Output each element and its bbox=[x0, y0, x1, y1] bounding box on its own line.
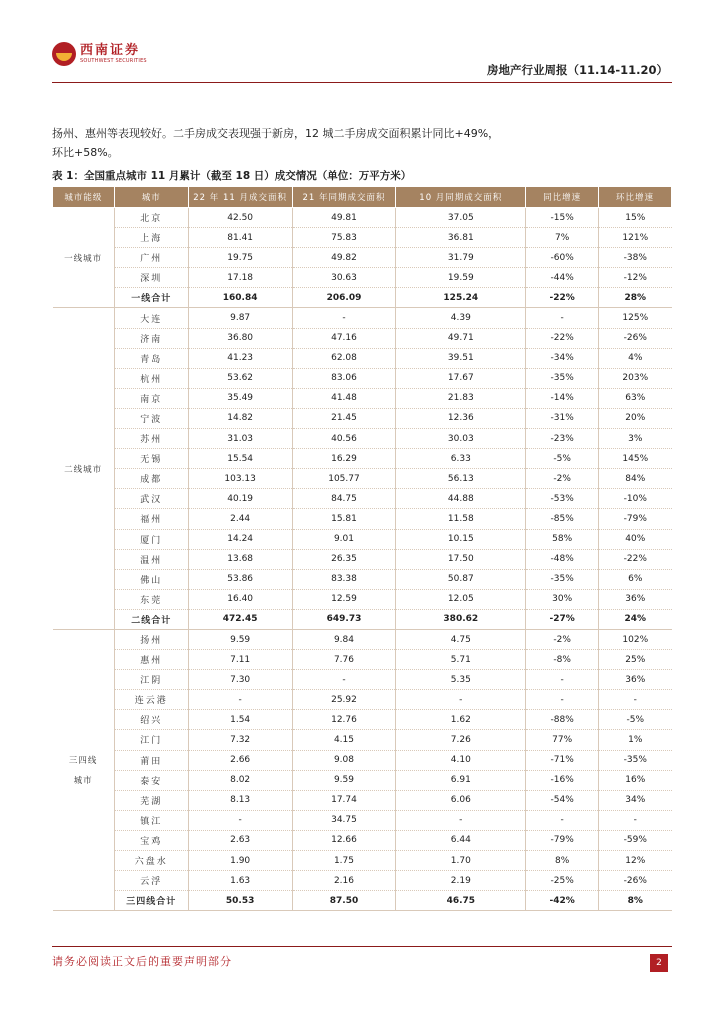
cell-area-oct: 380.62 bbox=[396, 609, 526, 629]
cell-mom: -10% bbox=[599, 489, 672, 509]
cell-city: 云浮 bbox=[114, 871, 188, 891]
table-row bbox=[53, 830, 672, 850]
table-row bbox=[53, 328, 672, 348]
cell-mom: 84% bbox=[599, 469, 672, 489]
cell-area-2022: 14.24 bbox=[188, 529, 292, 549]
footer-notice: 请务必阅读正文后的重要声明部分 bbox=[52, 955, 232, 968]
cell-area-2021: 105.77 bbox=[292, 469, 396, 489]
cell-area-2021: 9.84 bbox=[292, 629, 396, 649]
cell-mom: 8% bbox=[599, 891, 672, 911]
table-row bbox=[53, 670, 672, 690]
cell-yoy: 8% bbox=[526, 851, 599, 871]
cell-mom: -22% bbox=[599, 549, 672, 569]
brand-name-en: SOUTHWEST SECURITIES bbox=[80, 58, 147, 64]
cell-area-2021: 75.83 bbox=[292, 228, 396, 248]
cell-city: 宁波 bbox=[114, 408, 188, 428]
footer-divider bbox=[52, 946, 672, 947]
cell-area-oct: 7.26 bbox=[396, 730, 526, 750]
cell-area-2022: 36.80 bbox=[188, 328, 292, 348]
cell-city: 东莞 bbox=[114, 589, 188, 609]
cell-area-2021: 9.08 bbox=[292, 750, 396, 770]
cell-yoy: -15% bbox=[526, 208, 599, 228]
cell-mom: -26% bbox=[599, 328, 672, 348]
cell-area-2021: - bbox=[292, 308, 396, 328]
cell-city: 连云港 bbox=[114, 690, 188, 710]
table-row bbox=[53, 489, 672, 509]
cell-area-2022: 2.44 bbox=[188, 509, 292, 529]
cell-yoy: -53% bbox=[526, 489, 599, 509]
table-row bbox=[53, 730, 672, 750]
intro-paragraph bbox=[52, 124, 672, 162]
cell-area-2021: 40.56 bbox=[292, 429, 396, 449]
cell-yoy: - bbox=[526, 690, 599, 710]
cell-yoy: -22% bbox=[526, 288, 599, 308]
cell-area-oct: 39.51 bbox=[396, 348, 526, 368]
cell-mom: 16% bbox=[599, 770, 672, 790]
cell-area-2022: 31.03 bbox=[188, 429, 292, 449]
table-header-row bbox=[53, 187, 672, 208]
intro-line-1: 扬州、惠州等表现较好。二手房成交表现强于新房，12 城二手房成交面积累计同比+49%， bbox=[52, 127, 500, 140]
cell-mom: -35% bbox=[599, 750, 672, 770]
cell-city: 莆田 bbox=[114, 750, 188, 770]
cell-yoy: -48% bbox=[526, 549, 599, 569]
cell-city: 青岛 bbox=[114, 348, 188, 368]
table-row bbox=[53, 348, 672, 368]
cell-yoy: -42% bbox=[526, 891, 599, 911]
cell-city: 江门 bbox=[114, 730, 188, 750]
cell-area-oct: 17.50 bbox=[396, 549, 526, 569]
cell-city: 绍兴 bbox=[114, 710, 188, 730]
cell-area-2021: 206.09 bbox=[292, 288, 396, 308]
table-row bbox=[53, 469, 672, 489]
cell-area-2021: 649.73 bbox=[292, 609, 396, 629]
cell-city: 扬州 bbox=[114, 629, 188, 649]
table-row bbox=[53, 509, 672, 529]
cell-city: 芜湖 bbox=[114, 790, 188, 810]
cell-area-2022: 41.23 bbox=[188, 348, 292, 368]
cell-area-oct: 6.33 bbox=[396, 449, 526, 469]
cell-city: 武汉 bbox=[114, 489, 188, 509]
transaction-table bbox=[52, 186, 672, 911]
cell-area-oct: 5.35 bbox=[396, 670, 526, 690]
cell-area-2022: 2.63 bbox=[188, 830, 292, 850]
cell-area-2021: 12.76 bbox=[292, 710, 396, 730]
cell-mom: - bbox=[599, 810, 672, 830]
cell-area-oct: 36.81 bbox=[396, 228, 526, 248]
cell-city: 广州 bbox=[114, 248, 188, 268]
cell-area-2022: 42.50 bbox=[188, 208, 292, 228]
cell-mom: 34% bbox=[599, 790, 672, 810]
table-row bbox=[53, 871, 672, 891]
table-row bbox=[53, 429, 672, 449]
cell-area-oct: 4.75 bbox=[396, 629, 526, 649]
cell-mom: 145% bbox=[599, 449, 672, 469]
cell-mom: 203% bbox=[599, 368, 672, 388]
brand-name-cn: 西南证券 bbox=[80, 43, 141, 58]
table-row bbox=[53, 268, 672, 288]
cell-city: 深圳 bbox=[114, 268, 188, 288]
cell-yoy: -88% bbox=[526, 710, 599, 730]
cell-area-2021: 17.74 bbox=[292, 790, 396, 810]
cell-area-2022: 15.54 bbox=[188, 449, 292, 469]
cell-area-2021: 9.01 bbox=[292, 529, 396, 549]
cell-area-2022: - bbox=[188, 810, 292, 830]
header-mom: 环比增速 bbox=[599, 187, 672, 208]
cell-mom: 36% bbox=[599, 670, 672, 690]
brand-emblem-icon bbox=[52, 42, 76, 66]
cell-city: 大连 bbox=[114, 308, 188, 328]
cell-city: 福州 bbox=[114, 509, 188, 529]
cell-area-2021: 83.38 bbox=[292, 569, 396, 589]
cell-mom: 3% bbox=[599, 429, 672, 449]
cell-tier: 一线城市 bbox=[53, 208, 115, 308]
cell-mom: 36% bbox=[599, 589, 672, 609]
cell-area-oct: 2.19 bbox=[396, 871, 526, 891]
cell-area-2022: 7.30 bbox=[188, 670, 292, 690]
cell-city: 二线合计 bbox=[114, 609, 188, 629]
cell-area-2021: 1.75 bbox=[292, 851, 396, 871]
cell-area-2022: 40.19 bbox=[188, 489, 292, 509]
cell-area-2022: 472.45 bbox=[188, 609, 292, 629]
cell-area-2021: 87.50 bbox=[292, 891, 396, 911]
cell-mom: 15% bbox=[599, 208, 672, 228]
page-header bbox=[52, 40, 672, 83]
cell-area-oct: 50.87 bbox=[396, 569, 526, 589]
cell-area-2021: 49.82 bbox=[292, 248, 396, 268]
header-yoy: 同比增速 bbox=[526, 187, 599, 208]
cell-area-oct: 5.71 bbox=[396, 650, 526, 670]
cell-mom: -12% bbox=[599, 268, 672, 288]
cell-area-2021: 26.35 bbox=[292, 549, 396, 569]
cell-area-2021: 34.75 bbox=[292, 810, 396, 830]
table-row bbox=[53, 368, 672, 388]
table-row bbox=[53, 710, 672, 730]
cell-area-2022: 19.75 bbox=[188, 248, 292, 268]
cell-yoy: -79% bbox=[526, 830, 599, 850]
cell-yoy: -31% bbox=[526, 408, 599, 428]
cell-yoy: 58% bbox=[526, 529, 599, 549]
cell-area-2022: - bbox=[188, 690, 292, 710]
cell-city: 江阴 bbox=[114, 670, 188, 690]
cell-area-2021: 25.92 bbox=[292, 690, 396, 710]
table-row bbox=[53, 529, 672, 549]
cell-area-oct: 56.13 bbox=[396, 469, 526, 489]
cell-area-oct: 12.05 bbox=[396, 589, 526, 609]
cell-area-2022: 8.13 bbox=[188, 790, 292, 810]
cell-yoy: 7% bbox=[526, 228, 599, 248]
cell-area-2022: 160.84 bbox=[188, 288, 292, 308]
cell-city: 一线合计 bbox=[114, 288, 188, 308]
cell-area-2022: 50.53 bbox=[188, 891, 292, 911]
cell-mom: 24% bbox=[599, 609, 672, 629]
cell-area-2022: 7.32 bbox=[188, 730, 292, 750]
cell-yoy: -5% bbox=[526, 449, 599, 469]
page-number: 2 bbox=[650, 954, 668, 972]
table-row bbox=[53, 248, 672, 268]
cell-area-oct: - bbox=[396, 810, 526, 830]
cell-mom: -59% bbox=[599, 830, 672, 850]
cell-area-2021: 12.66 bbox=[292, 830, 396, 850]
cell-area-oct: 37.05 bbox=[396, 208, 526, 228]
cell-mom: 25% bbox=[599, 650, 672, 670]
table-row bbox=[53, 589, 672, 609]
header-area-2022: 22 年 11 月成交面积 bbox=[188, 187, 292, 208]
cell-yoy: 30% bbox=[526, 589, 599, 609]
cell-area-oct: 10.15 bbox=[396, 529, 526, 549]
table-row bbox=[53, 228, 672, 248]
cell-mom: -79% bbox=[599, 509, 672, 529]
cell-mom: 28% bbox=[599, 288, 672, 308]
cell-area-2022: 1.63 bbox=[188, 871, 292, 891]
table-row bbox=[53, 388, 672, 408]
cell-area-2021: 83.06 bbox=[292, 368, 396, 388]
cell-yoy: -34% bbox=[526, 348, 599, 368]
cell-mom: 4% bbox=[599, 348, 672, 368]
cell-area-oct: - bbox=[396, 690, 526, 710]
cell-area-oct: 11.58 bbox=[396, 509, 526, 529]
cell-city: 宝鸡 bbox=[114, 830, 188, 850]
table-row bbox=[53, 810, 672, 830]
cell-yoy: -8% bbox=[526, 650, 599, 670]
table-body bbox=[53, 208, 672, 911]
cell-area-2022: 35.49 bbox=[188, 388, 292, 408]
cell-city: 杭州 bbox=[114, 368, 188, 388]
cell-area-2021: 49.81 bbox=[292, 208, 396, 228]
cell-area-2022: 1.90 bbox=[188, 851, 292, 871]
table-total-row bbox=[53, 891, 672, 911]
cell-area-2022: 53.86 bbox=[188, 569, 292, 589]
cell-area-oct: 12.36 bbox=[396, 408, 526, 428]
tier-label-line-2: 城市 bbox=[73, 776, 93, 787]
report-title: 房地产行业周报（11.14-11.20） bbox=[486, 63, 668, 77]
cell-city: 上海 bbox=[114, 228, 188, 248]
cell-yoy: -60% bbox=[526, 248, 599, 268]
cell-city: 三四线合计 bbox=[114, 891, 188, 911]
cell-area-2021: 9.59 bbox=[292, 770, 396, 790]
table-caption: 表 1：全国重点城市 11 月累计（截至 18 日）成交情况（单位：万平方米） bbox=[52, 170, 412, 182]
header-area-oct: 10 月同期成交面积 bbox=[396, 187, 526, 208]
cell-city: 济南 bbox=[114, 328, 188, 348]
table-row bbox=[53, 790, 672, 810]
cell-city: 泰安 bbox=[114, 770, 188, 790]
cell-yoy: -14% bbox=[526, 388, 599, 408]
cell-yoy: - bbox=[526, 810, 599, 830]
header-tier: 城市能级 bbox=[53, 187, 115, 208]
cell-area-2021: 16.29 bbox=[292, 449, 396, 469]
brand-logo bbox=[52, 42, 147, 66]
cell-area-oct: 30.03 bbox=[396, 429, 526, 449]
cell-area-2021: 4.15 bbox=[292, 730, 396, 750]
table-row bbox=[53, 308, 672, 328]
table-row bbox=[53, 750, 672, 770]
cell-yoy: -23% bbox=[526, 429, 599, 449]
cell-area-2021: - bbox=[292, 670, 396, 690]
cell-city: 六盘水 bbox=[114, 851, 188, 871]
cell-mom: 12% bbox=[599, 851, 672, 871]
cell-mom: 121% bbox=[599, 228, 672, 248]
cell-tier: 二线城市 bbox=[53, 308, 115, 630]
cell-city: 镇江 bbox=[114, 810, 188, 830]
cell-area-oct: 1.62 bbox=[396, 710, 526, 730]
table-row bbox=[53, 851, 672, 871]
cell-mom: 63% bbox=[599, 388, 672, 408]
cell-area-oct: 1.70 bbox=[396, 851, 526, 871]
brand-wordmark bbox=[80, 43, 147, 65]
cell-area-2022: 17.18 bbox=[188, 268, 292, 288]
cell-area-2021: 62.08 bbox=[292, 348, 396, 368]
cell-mom: -38% bbox=[599, 248, 672, 268]
cell-area-oct: 6.91 bbox=[396, 770, 526, 790]
cell-city: 无锡 bbox=[114, 449, 188, 469]
cell-yoy: -2% bbox=[526, 629, 599, 649]
cell-area-oct: 4.10 bbox=[396, 750, 526, 770]
cell-area-2022: 16.40 bbox=[188, 589, 292, 609]
cell-area-2021: 84.75 bbox=[292, 489, 396, 509]
cell-yoy: -16% bbox=[526, 770, 599, 790]
table-row bbox=[53, 629, 672, 649]
cell-area-2021: 12.59 bbox=[292, 589, 396, 609]
cell-area-2021: 41.48 bbox=[292, 388, 396, 408]
cell-yoy: - bbox=[526, 670, 599, 690]
cell-mom: 125% bbox=[599, 308, 672, 328]
cell-area-oct: 6.44 bbox=[396, 830, 526, 850]
cell-yoy: -27% bbox=[526, 609, 599, 629]
table-row bbox=[53, 770, 672, 790]
cell-mom: 40% bbox=[599, 529, 672, 549]
cell-yoy: -54% bbox=[526, 790, 599, 810]
cell-yoy: - bbox=[526, 308, 599, 328]
cell-area-2022: 8.02 bbox=[188, 770, 292, 790]
cell-area-2022: 53.62 bbox=[188, 368, 292, 388]
cell-mom: -26% bbox=[599, 871, 672, 891]
cell-yoy: -25% bbox=[526, 871, 599, 891]
cell-area-2021: 7.76 bbox=[292, 650, 396, 670]
cell-yoy: 77% bbox=[526, 730, 599, 750]
cell-mom: - bbox=[599, 690, 672, 710]
cell-mom: 1% bbox=[599, 730, 672, 750]
cell-city: 成都 bbox=[114, 469, 188, 489]
cell-yoy: -44% bbox=[526, 268, 599, 288]
cell-area-oct: 125.24 bbox=[396, 288, 526, 308]
table-row bbox=[53, 208, 672, 228]
cell-mom: 6% bbox=[599, 569, 672, 589]
cell-area-oct: 4.39 bbox=[396, 308, 526, 328]
cell-area-oct: 21.83 bbox=[396, 388, 526, 408]
cell-mom: -5% bbox=[599, 710, 672, 730]
table-row bbox=[53, 549, 672, 569]
cell-area-2021: 2.16 bbox=[292, 871, 396, 891]
table-row bbox=[53, 569, 672, 589]
cell-area-2022: 103.13 bbox=[188, 469, 292, 489]
cell-city: 苏州 bbox=[114, 429, 188, 449]
cell-yoy: -71% bbox=[526, 750, 599, 770]
table-total-row bbox=[53, 609, 672, 629]
table-row bbox=[53, 408, 672, 428]
cell-area-2022: 9.59 bbox=[188, 629, 292, 649]
cell-yoy: -35% bbox=[526, 569, 599, 589]
cell-city: 厦门 bbox=[114, 529, 188, 549]
cell-area-oct: 19.59 bbox=[396, 268, 526, 288]
header-area-2021: 21 年同期成交面积 bbox=[292, 187, 396, 208]
cell-area-2022: 9.87 bbox=[188, 308, 292, 328]
intro-line-2: 环比+58%。 bbox=[52, 146, 119, 159]
cell-area-2022: 1.54 bbox=[188, 710, 292, 730]
cell-tier bbox=[53, 629, 115, 910]
cell-area-2021: 21.45 bbox=[292, 408, 396, 428]
cell-yoy: -2% bbox=[526, 469, 599, 489]
cell-city: 北京 bbox=[114, 208, 188, 228]
cell-area-2022: 81.41 bbox=[188, 228, 292, 248]
cell-yoy: -35% bbox=[526, 368, 599, 388]
table-row bbox=[53, 449, 672, 469]
cell-area-2022: 7.11 bbox=[188, 650, 292, 670]
table-row bbox=[53, 690, 672, 710]
cell-area-2022: 2.66 bbox=[188, 750, 292, 770]
cell-mom: 20% bbox=[599, 408, 672, 428]
cell-yoy: -85% bbox=[526, 509, 599, 529]
cell-area-oct: 44.88 bbox=[396, 489, 526, 509]
cell-area-2021: 15.81 bbox=[292, 509, 396, 529]
cell-area-2021: 30.63 bbox=[292, 268, 396, 288]
cell-area-oct: 49.71 bbox=[396, 328, 526, 348]
cell-mom: 102% bbox=[599, 629, 672, 649]
cell-area-oct: 17.67 bbox=[396, 368, 526, 388]
table-row bbox=[53, 650, 672, 670]
cell-city: 南京 bbox=[114, 388, 188, 408]
cell-area-2022: 13.68 bbox=[188, 549, 292, 569]
cell-area-2021: 47.16 bbox=[292, 328, 396, 348]
cell-area-2022: 14.82 bbox=[188, 408, 292, 428]
tier-label-line-1: 三四线 bbox=[68, 756, 98, 767]
cell-yoy: -22% bbox=[526, 328, 599, 348]
header-city: 城市 bbox=[114, 187, 188, 208]
cell-area-oct: 46.75 bbox=[396, 891, 526, 911]
cell-city: 温州 bbox=[114, 549, 188, 569]
cell-city: 佛山 bbox=[114, 569, 188, 589]
cell-city: 惠州 bbox=[114, 650, 188, 670]
cell-area-oct: 31.79 bbox=[396, 248, 526, 268]
cell-area-oct: 6.06 bbox=[396, 790, 526, 810]
table-total-row bbox=[53, 288, 672, 308]
